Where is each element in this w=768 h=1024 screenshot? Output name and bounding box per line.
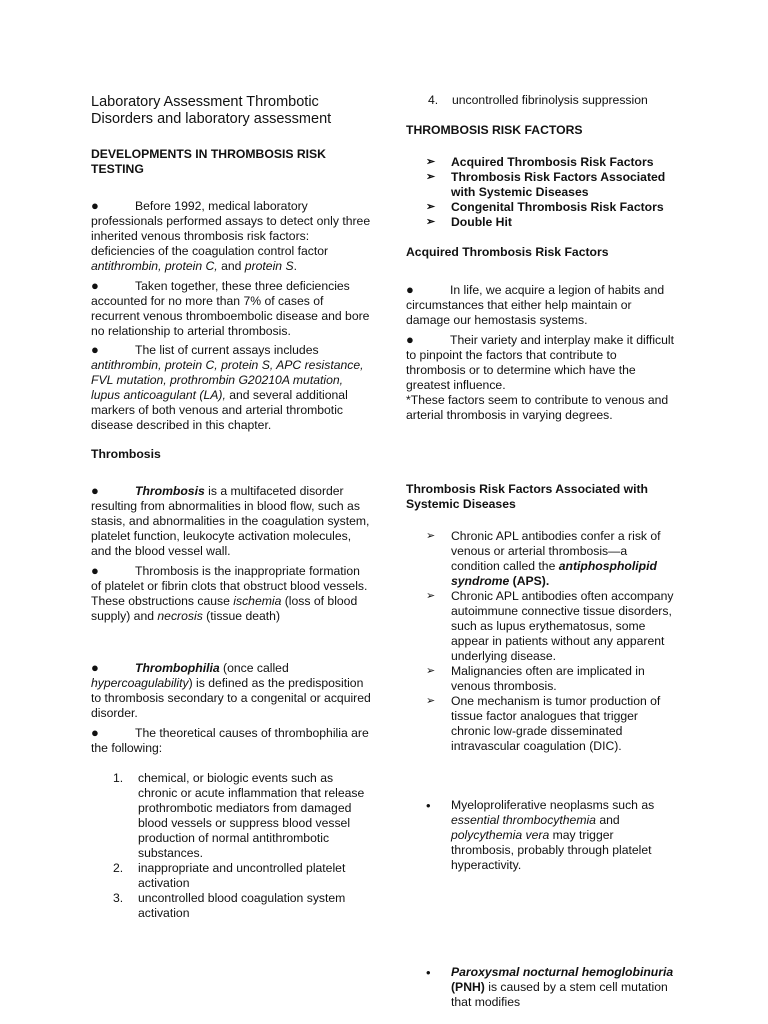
list-item: ➢ Acquired Thrombosis Risk Factors [426, 155, 654, 169]
list-item: ➢ Double Hit [426, 215, 512, 229]
bullet-icon: ● [91, 483, 99, 498]
right-column [406, 0, 678, 1009]
bullet-icon: ● [91, 660, 99, 675]
arrow-bullet-icon: ➢ [426, 530, 436, 542]
acquired-paragraph-2: ● Their variety and interplay make it difficult to pinpoint the factors that contribute to thrombosis or to determine which have the greatest influence. *These factors seem to contribute to venous and arterial thrombosis in varying degrees. [406, 332, 674, 422]
list-item: 3. uncontrolled blood coagulation system activation [113, 891, 346, 920]
thrombophilia-paragraph-1: ● Thrombophilia (once called hypercoagulability) is defined as the predisposition to thrombosis secondary to a congenital or acquired disorder. [91, 660, 371, 720]
thrombosis-paragraph-1: ● Thrombosis is a multifaceted disorder resulting from abnormalities in blood flow, such as stasis, and abnormalities in the coagulation system, platelet function, leukocyte activation molecules, and the blood vessel wall. [91, 483, 370, 558]
list-item: 1. chemical, or biologic events such as chronic or acute inflammation that release prothrombotic mediators from damaged blood vessels or suppress blood vessel production of normal antithrombotic substances. [113, 771, 365, 860]
list-item: ➢ Chronic APL antibodies confer a risk of venous or arterial thrombosis—a condition called the antiphospholipid syndrome (APS). [426, 529, 661, 588]
bullet-icon: ● [91, 725, 99, 740]
list-item: ➢ Congenital Thrombosis Risk Factors [426, 200, 664, 214]
acquired-heading: Acquired Thrombosis Risk Factors [406, 245, 609, 259]
list-item: 4. uncontrolled fibrinolysis suppression [428, 93, 648, 107]
arrow-bullet-icon: ➢ [426, 171, 436, 183]
bullet-icon: ● [406, 282, 414, 297]
list-item: ➢ Thrombosis Risk Factors Associated with Systemic Diseases [426, 170, 666, 199]
dev-paragraph-1: ● Before 1992, medical laboratory professionals performed assays to detect only three inherited venous thrombosis risk factors: deficiencies of the coagulation control factor antithrombin, protein C, and protein S. [91, 198, 371, 273]
bullet-icon: ● [91, 342, 99, 357]
list-item: ➢ Chronic APL antibodies often accompany autoimmune connective tissue disorders, such as lupus erythematosus, some appear in patients without any apparent underlying disease. [426, 589, 674, 663]
bullet-icon: • [426, 798, 431, 813]
arrow-bullet-icon: ➢ [426, 216, 436, 228]
dev-paragraph-2: ● Taken together, these three deficiencies accounted for no more than 7% of cases of recurrent venous thromboembolic disease and bore no relationship to arterial thrombosis. [91, 278, 370, 338]
bullet-icon: • [426, 965, 431, 980]
list-item: ➢ Malignancies often are implicated in venous thrombosis. [426, 664, 645, 693]
arrow-bullet-icon: ➢ [426, 201, 436, 213]
list-item: ➢ One mechanism is tumor production of tissue factor analogues that trigger chronic low-grade disseminated intravascular coagulation (DIC). [426, 694, 661, 753]
thrombosis-heading: Thrombosis [91, 447, 161, 461]
systemic-list [406, 529, 678, 754]
bullet-icon: ● [406, 332, 414, 347]
risk-factors-heading: THROMBOSIS RISK FACTORS [406, 123, 583, 137]
arrow-bullet-icon: ➢ [426, 695, 436, 707]
thrombophilia-paragraph-2: ● The theoretical causes of thrombophilia are the following: [91, 725, 369, 755]
arrow-bullet-icon: ➢ [426, 156, 436, 168]
bullet-icon: ● [91, 198, 99, 213]
dev-paragraph-3: ● The list of current assays includes antithrombin, protein C, protein S, APC resistance, FVL mutation, prothrombin G20210A mutation, lupus anticoagulant (LA), and several additional markers of both venous and arterial thrombotic disease described in this chapter. [91, 342, 364, 432]
bullet-icon: ● [91, 278, 99, 293]
pnh-item: • Paroxysmal nocturnal hemoglobinuria (PNH) is caused by a stem cell mutation that modifies [426, 965, 674, 1009]
document-title: Laboratory Assessment Thrombotic Disorders and laboratory assessment [91, 94, 332, 127]
acquired-paragraph-1: ● In life, we acquire a legion of habits and circumstances that either help maintain or damage our hemostasis systems. [406, 282, 665, 327]
list-item: 2. inappropriate and uncontrolled platelet activation [113, 861, 346, 890]
thrombosis-paragraph-2: ● Thrombosis is the inappropriate formation of platelet or fibrin clots that obstruct blood vessels. These obstructions cause ischemia (loss of blood supply) and necrosis (tissue death) [91, 563, 368, 623]
arrow-bullet-icon: ➢ [426, 590, 436, 602]
systemic-diseases-heading: Thrombosis Risk Factors Associated with Systemic Diseases [406, 482, 648, 511]
developments-heading: DEVELOPMENTS IN THROMBOSIS RISK TESTING [91, 147, 326, 176]
arrow-bullet-icon: ➢ [426, 665, 436, 677]
causes-list [91, 771, 371, 921]
bullet-icon: ● [91, 563, 99, 578]
risk-factors-list [406, 155, 678, 230]
myeloproliferative-item: • Myeloproliferative neoplasms such as essential thrombocythemia and polycythemia vera may trigger thrombosis, probably through platelet hyperactivity. [426, 798, 655, 872]
